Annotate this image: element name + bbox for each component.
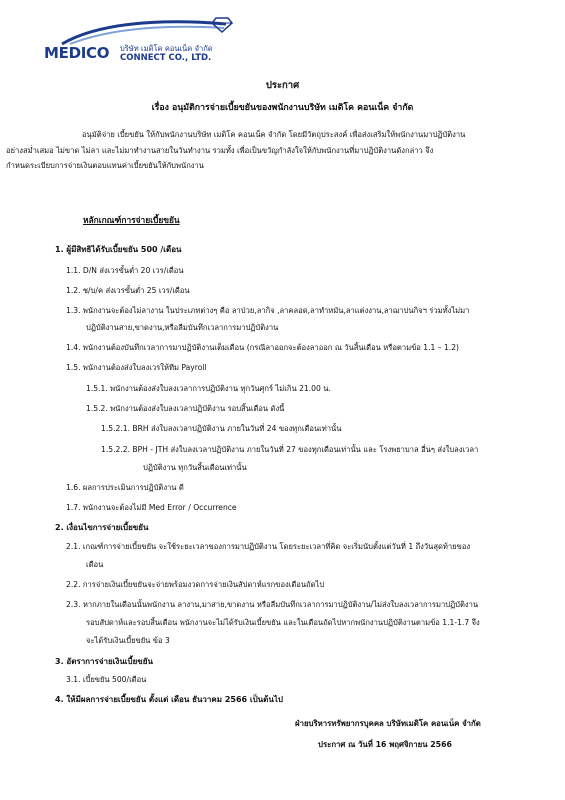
document-subject: เรื่อง อนุมัติการจ่ายเบี้ยขยันของพนักงานบริษัท เมดิโค คอนเน็ค จำกัด <box>151 103 414 113</box>
section-heading: 2. เงื่อนไขการจ่ายเบี้ยขยัน <box>55 523 149 532</box>
list-item: 1.5.2.1. BRH ส่งใบลงเวลาปฏิบัติงาน ภายในวันที่ 24 ของทุกเดือนเท่านั้น <box>101 424 342 433</box>
list-item: 1.6. ผลการประเมินการปฏิบัติงาน ดี <box>66 483 184 492</box>
list-item: 1.1. D/N ส่งเวรขั้นต่ำ 20 เวร/เดือน <box>66 266 184 275</box>
list-item: 1.4. พนักงานต้องบันทึกเวลาการมาปฏิบัติงานเต็มเดือน (กรณีลาออกจะต้องลาออก ณ วันสิ้นเดือน หรือตามข้อ 1.1 – 1.2) <box>66 343 460 352</box>
list-item: จะได้รับเงินเบี้ยขยัน ข้อ 3 <box>86 636 170 645</box>
list-item: 3.1. เบี้ยขยัน 500/เดือน <box>66 675 147 684</box>
list-item: เดือน <box>86 560 104 569</box>
list-item: 1.5. พนักงานต้องส่งใบลงเวรให้ทีม Payroll <box>66 363 207 372</box>
list-item: รอบสัปดาห์และรอบสิ้นเดือน พนักงานจะไม่ได้รับเงินเบี้ยขยัน และในเดือนถัดไปหากพนักงานปฏิบัติงานตามข้อ 1.1-1.7 จึง <box>86 618 480 627</box>
logo-brand: MEDICO <box>44 44 110 62</box>
list-item: 1.5.2.2. BPH - JTH ส่งใบลงเวลาปฏิบัติงาน ภายในวันที่ 27 ของทุกเดือนเท่านั้น และ โรงพยาบาล อื่นๆ ส่งใบลงเวลา <box>101 445 479 454</box>
list-item: 1.2. ช/บ/ค ส่งเวรขั้นต่ำ 25 เวร/เดือน <box>66 286 190 295</box>
section-heading: 3. อัตราการจ่ายเงินเบี้ยขยัน <box>55 657 153 666</box>
diamond-swoosh-icon <box>56 14 246 46</box>
intro-line: อนุมัติจ่าย เบี้ยขยัน ให้กับพนักงานบริษัท เมดิโค คอนเน็ค จำกัด โดยมีวัตถุประสงค์ เพื่อส่งเสริมให้พนักงานมาปฏิบัติงาน <box>82 130 466 139</box>
section-heading: 1. ผู้มีสิทธิได้รับเบี้ยขยัน 500 /เดือน <box>55 245 182 254</box>
intro-line: อย่างสม่ำเสมอ ไม่ขาด ไม่ลา และไม่มาทำงานสายในวันทำงาน รวมทั้ง เพื่อเป็นขวัญกำลังใจให้กับพนักงานที่มาปฏิบัติงานดังกล่าว จึง <box>6 145 434 155</box>
intro-line: กำหนดระเบียบการจ่ายเงินตอบแทนค่าเบี้ยขยันให้กับพนักงาน <box>6 161 204 170</box>
list-item: 1.5.1. พนักงานต้องส่งใบลงเวลาการปฏิบัติงาน ทุกวันศุกร์ ไม่เกิน 21.00 น. <box>86 384 331 393</box>
logo-english-name: CONNECT CO., LTD. <box>120 53 212 63</box>
list-item: ปฏิบัติงาน ทุกวันสิ้นเดือนเท่านั้น <box>143 463 247 472</box>
list-item: ปฏิบัติงานสาย,ขาดงาน,หรือลืมบันทึกเวลาการมาปฏิบัติงาน <box>86 323 279 332</box>
company-logo <box>44 14 244 74</box>
footer-department: ฝ่ายบริหารทรัพยากรบุคคล บริษัทเมดิโค คอนเน็ค จำกัด <box>295 719 481 728</box>
list-item: 2.2. การจ่ายเงินเบี้ยขยันจะจ่ายพร้อมงวดการจ่ายเงินสัปดาห์แรกของเดือนถัดไป <box>66 580 325 589</box>
document-title: ประกาศ <box>265 80 300 91</box>
list-item: 1.3. พนักงานจะต้องไม่ลางาน ในประเภทต่างๆ คือ ลาป่วย,ลากิจ ,ลาคลอด,ลาทำหมัน,ลาแต่งงาน,ลาฌาปนกิจฯ ร่วมทั้งไม่มา <box>66 306 470 315</box>
footer-date: ประกาศ ณ วันที่ 16 พฤศจิกายน 2566 <box>318 740 452 749</box>
list-item: 2.1. เกณฑ์การจ่ายเบี้ยขยัน จะใช้ระยะเวลาของการมาปฏิบัติงาน โดยระยะเวลาที่คิด จะเริ่มนับตั้งแต่วันที่ 1 ถึงวันสุดท้ายของ <box>66 542 471 551</box>
criteria-heading: หลักเกณฑ์การจ่ายเบี้ยขยัน <box>83 215 180 225</box>
list-item: 2.3. หากภายในเดือนนั้นพนักงาน ลางาน,มาสาย,ขาดงาน หรือลืมบันทึกเวลาการมาปฏิบัติงาน/ไม่ส่งใบลงเวลาการมาปฏิบัติงาน <box>66 600 479 609</box>
list-item: 1.7. พนักงานจะต้องไม่มี Med Error / Occurrence <box>66 503 237 512</box>
intro-paragraph <box>6 127 524 174</box>
logo-thai-name: บริษัท เมดิโค คอนเน็ค จำกัด <box>120 44 213 53</box>
list-item: 1.5.2. พนักงานต้องส่งใบลงเวลาปฏิบัติงาน รอบสิ้นเดือน ดังนี้ <box>86 404 285 413</box>
section-heading: 4. ให้มีผลการจ่ายเบี้ยขยัน ตั้งแต่ เดือน ธันวาคม 2566 เป็นต้นไป <box>55 695 283 704</box>
